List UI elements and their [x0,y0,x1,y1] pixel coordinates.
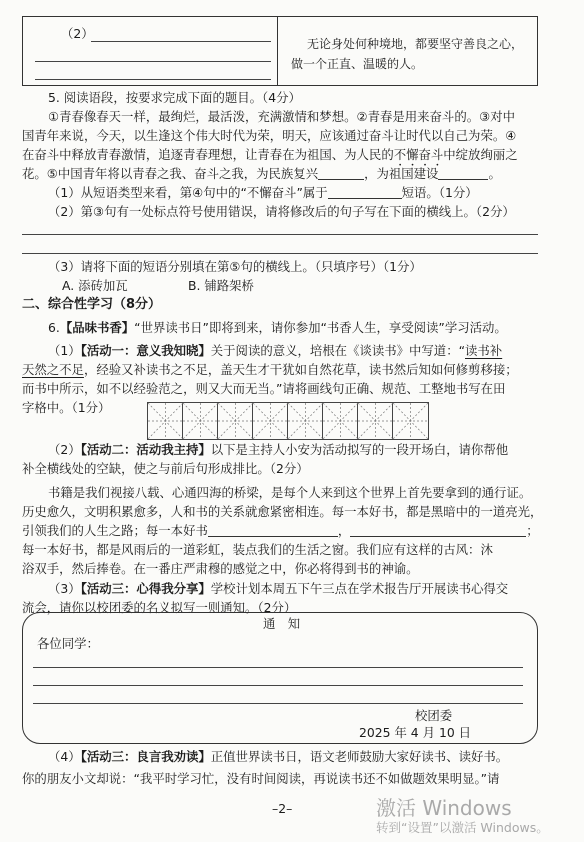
tianzige-cell[interactable] [393,403,428,439]
para-l3-c: ； [526,523,539,538]
q5-p4-c: 。 [488,166,501,181]
table-text-1: 无论身处何种境地，都要坚守善良之心， [307,37,524,51]
a3-line2: 流会，请你以校团委的名义拟写一则通知。（2分） [22,600,297,615]
q5-paragraph-line [22,165,501,183]
q5-sub3: （3）请将下面的短语分别填在第⑤句的横线上。（只填序号）（1分） [48,259,422,274]
a1-line1 [48,342,502,360]
tianzige-cell[interactable] [323,403,358,439]
a1-line2 [22,361,518,379]
a1-marked-text-2: 天然之不足 [22,362,84,377]
answer-line[interactable] [91,41,271,42]
notice-line[interactable] [33,703,523,704]
answer-line[interactable] [22,234,538,235]
tianzige-cell[interactable] [148,403,183,439]
para-line [22,522,539,540]
a2-line2: 补全横线处的空缺，使之与前后句形成排比。（2分） [22,461,309,476]
para-l3-b: ， [337,523,351,538]
a4-prefix: （4） [48,749,81,764]
q5-title: 5. 阅读语段，按要求完成下面的题目。（4分） [48,90,301,105]
q5-sub1-b: 短语。（1分） [401,185,478,200]
notice-date: 2025 年 4 月 10 日 [359,725,472,740]
para-line: 历史愈久，文明积累愈多，人和书的关系就愈紧密相连。每一本好书，都是黑暗中的一道亮光， [22,504,543,519]
fill-blank-1[interactable] [318,167,364,180]
fill-blank-2[interactable] [438,167,488,180]
a4-tag: 【活动三：良言我劝读】 [80,749,211,764]
a4-line1 [48,748,508,766]
a2-tag: 【活动二：活动我主持】 [80,442,211,457]
q5-p4-a: 花。⑤中国青年将以青春之我、奋斗之我，为民族复兴 [22,166,319,181]
table-divider [277,17,278,85]
answer-line[interactable] [35,79,271,80]
a2-prefix: （2） [48,442,81,457]
q5-p4-b: ，为祖国建设 [364,166,439,181]
option-b: B. 铺路架桥 [188,278,254,293]
notice-box[interactable] [22,612,538,744]
notice-line[interactable] [33,685,523,686]
q5-dotted-phrase: 不懈奋斗 [393,147,444,162]
activation-watermark-subtitle: 转到“设置”以激活 Windows。 [376,820,549,835]
option-a: A. 添砖加瓦 [62,278,128,293]
a1-line4: 字格中。（1分） [22,400,111,415]
answer-line[interactable] [35,61,271,62]
a3-line1 [48,580,508,598]
a1-tag: 【活动一：意义我知晓】 [80,343,211,358]
tianzige-cell[interactable] [218,403,253,439]
q5-p3-b: 中绽放绚丽之 [443,147,518,162]
phrase-type-blank[interactable] [328,186,402,199]
tianzige-cell[interactable] [183,403,218,439]
q5-sub2: （2）第③句有一处标点符号使用错误，请将修改后的句子写在下面的横线上。（2分） [48,204,515,219]
q6-intro [48,319,507,337]
notice-greeting: 各位同学： [37,636,99,651]
a4-text: 正值世界读书日，语文老师鼓励大家好读书、读好书。 [210,749,509,764]
notice-title: 通 知 [263,616,301,631]
a2-text: 以下是主持人小安为活动拟写的一段开场白，请你帮他 [210,442,509,457]
a1-line3: 而书中所示，如不以经验范之，则又大而无当。”请将画线句正确、规范、工整地书写在田 [22,381,506,396]
table-text-2: 做一个正直、温暖的人。 [291,57,424,71]
q6-number: 6. [48,320,60,335]
q5-p3-a: 在奋斗中释放青春激情，追逐青春理想，让青春在为祖国、为人民的 [22,147,394,162]
table-row-label: （2） [61,26,94,41]
answer-table [22,16,538,86]
a1-text: 关于阅读的意义，培根在《谈读书》中写道：“ [210,343,466,358]
a3-tag: 【活动三：心得我分享】 [80,581,211,596]
q5-sub1-a: （1）从短语类型来看，第④句中的“不懈奋斗”属于 [48,185,328,200]
para-line: 书籍是我们视接八载、心通四海的桥梁，是每个人来到这个世界上首先要拿到的通行证。 [48,485,532,500]
a3-text: 学校计划本周五下午三点在学术报告厅开展读书心得交 [210,581,509,596]
tianzige-cell[interactable] [253,403,288,439]
para-line: 浴双手，然后捧卷。在一番庄严肃穆的感觉之中，你必将得到书的神谕。 [22,561,419,576]
answer-line[interactable] [22,253,538,254]
q5-sub1 [48,184,478,202]
tianzige-cell[interactable] [358,403,393,439]
notice-line[interactable] [33,667,523,668]
activation-watermark-title: 激活 Windows [376,796,512,820]
q6-tag: 【品味书香】 [59,320,135,335]
q5-paragraph-line: 国青年来说，今天，以生逢这个伟大时代为荣，明天，应该通过奋斗让时代以自己为荣。④ [22,128,517,143]
a2-line1 [48,441,508,459]
a1-marked-text: 读书补 [465,343,503,358]
a1-text-2: ，经验又补读书之不足，盖天生才干犹如自然花草，读书然后知如何修剪移接； [83,362,518,377]
page-number: –2– [272,801,293,816]
a4-line2: 你的朋友小文却说：“我平时学习忙，没有时间阅读，再说读书还不如做题效果明显。”请 [22,771,500,786]
para-line: 每一本好书，都是风雨后的一道彩虹，装点我们的生活之窗。我们应有这样的古风：沐 [22,542,493,557]
tianzige-grid[interactable] [147,402,429,440]
q6-intro-text: “世界读书日”即将到来，请你参加“书香人生，享受阅读”学习活动。 [134,320,507,335]
a1-prefix: （1） [48,343,81,358]
tianzige-cell[interactable] [288,403,323,439]
notice-sign: 校团委 [415,708,453,723]
section-title: 二、综合性学习（8分） [22,297,162,312]
a3-prefix: （3） [48,581,81,596]
parallel-blank-2[interactable] [350,524,526,537]
q5-paragraph-line: ①青春像春天一样，最绚烂，最活泼，充满激情和梦想。②青春是用来奋斗的。③对中 [48,109,515,124]
parallel-blank-1[interactable] [208,524,338,537]
para-l3-a: 引领我们的人生之路；每一本好书 [22,523,208,538]
